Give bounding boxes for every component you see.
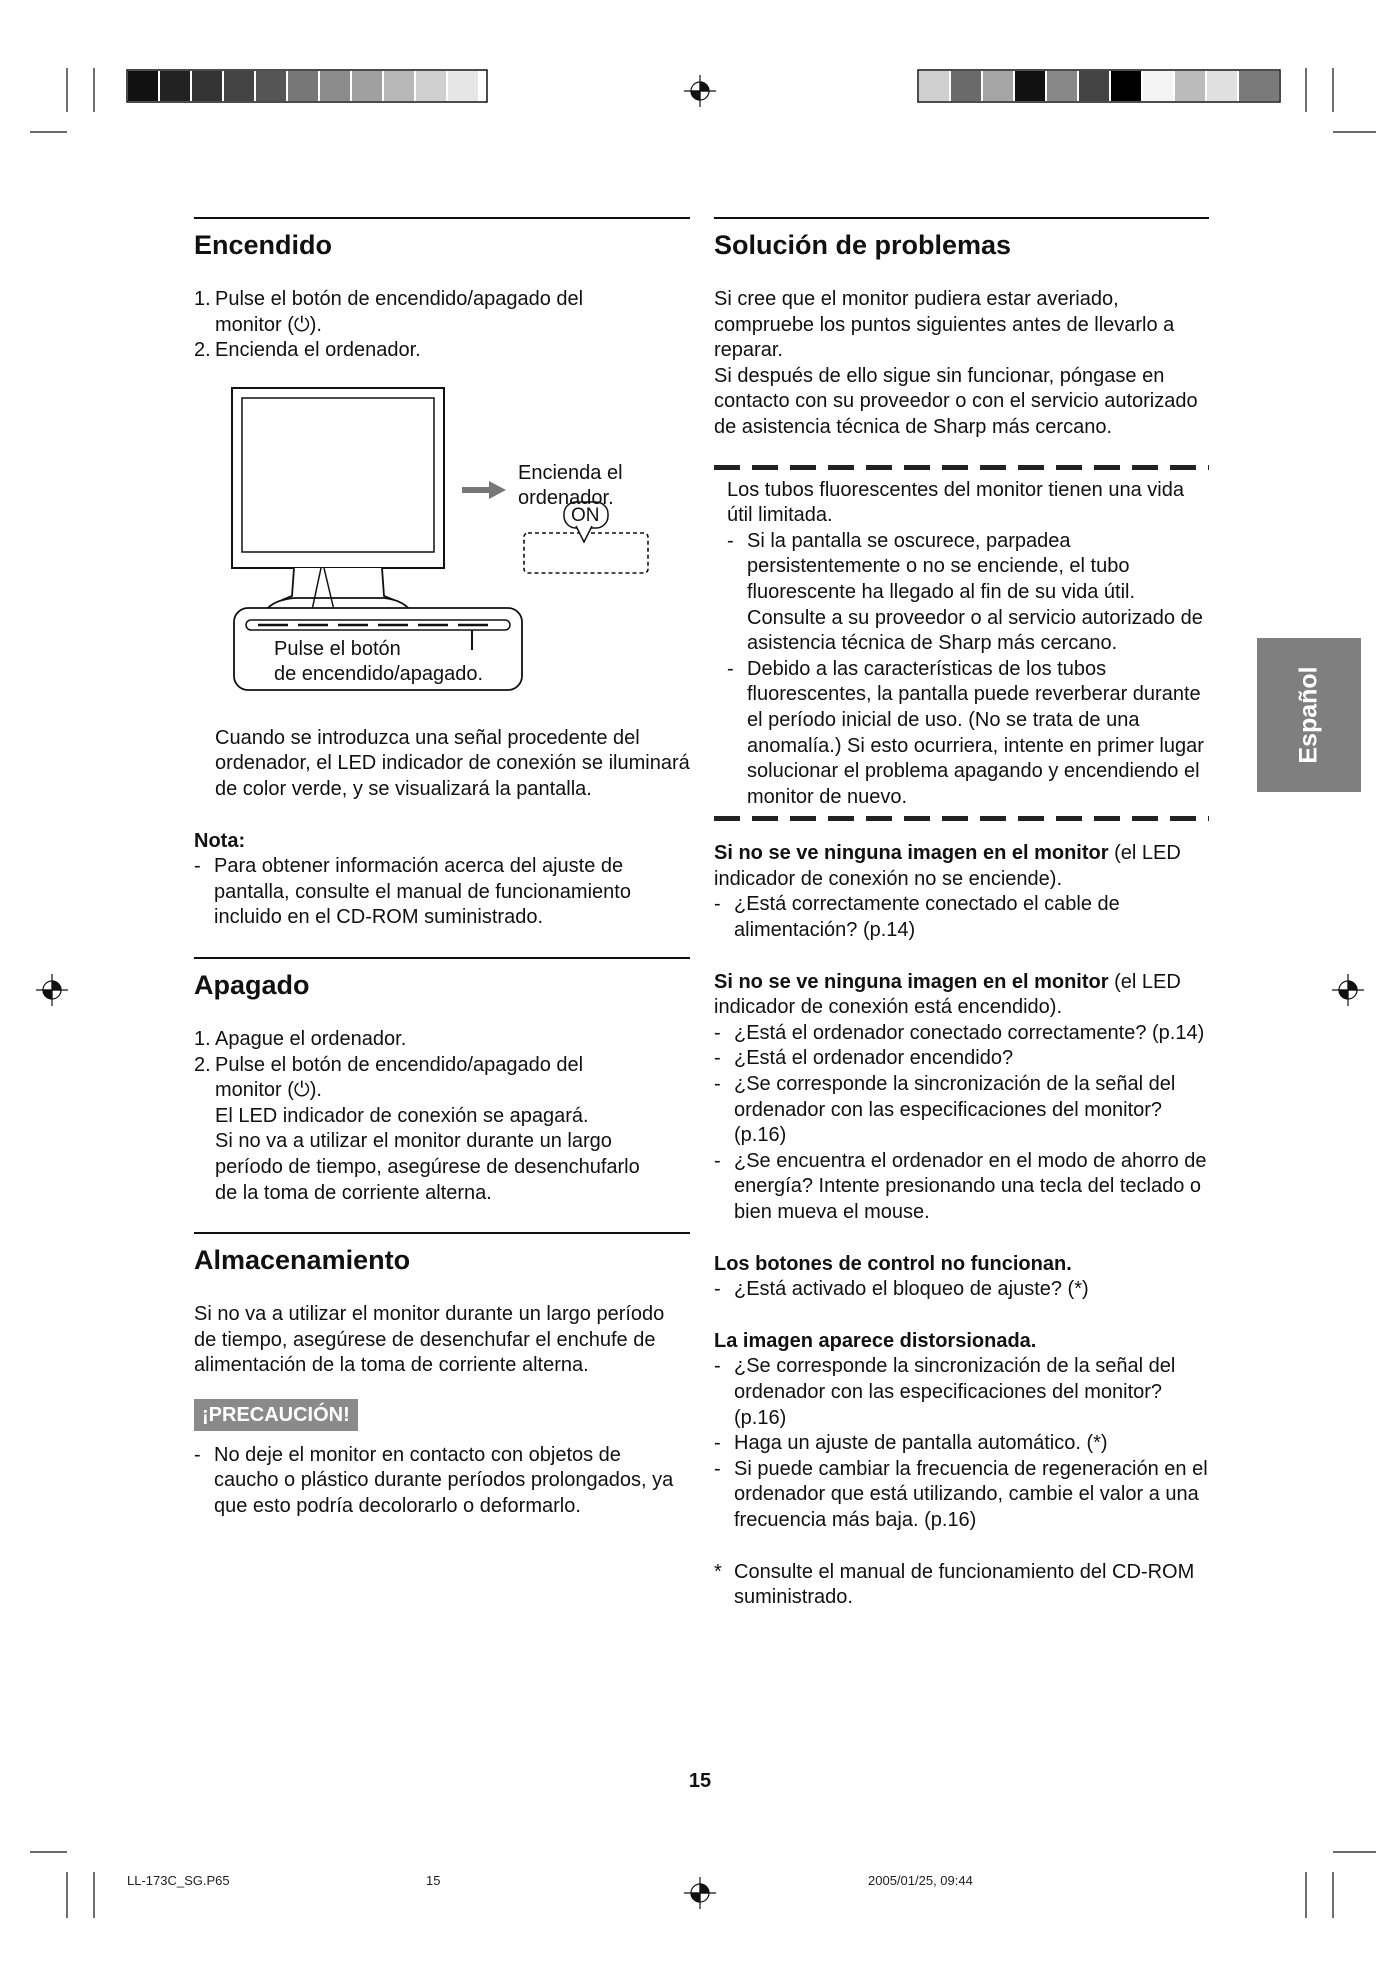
- registration-mark-bottom: [684, 1877, 716, 1909]
- figure-on-label: ON: [571, 504, 600, 526]
- problem-group: Si no se ve ninguna imagen en el monitor (el LED indicador de conexión está encendido). - ¿Está el ordenador conectado correctamente? (p.14) - ¿Está el ordenador encendido? - ¿Se corresponde la sincronización de la señal del ordenador con las especificaciones del monitor? (p.16) - ¿Se encuentra el ordenador en el modo de ahorro de energía? Intente presionando una tecla del teclado o bien mueva el mouse.: [714, 970, 1209, 1226]
- nota-list: [194, 854, 690, 931]
- list-item: 2. Encienda el ordenador.: [194, 339, 421, 362]
- list-item: 2. Pulse el botón de encendido/apagado del monitor (⏻). El LED indicador de conexión se apagará. Si no va a utilizar el monitor durante un largo período de tiempo, asegúrese de desenchufarlo de la toma de corriente alterna.: [194, 1053, 640, 1204]
- color-bar-left: [127, 70, 487, 102]
- problem-group: Los botones de control no funcionan. - ¿Está activado el bloqueo de ajuste? (*): [714, 1252, 1209, 1303]
- list-item: - ¿Está correctamente conectado el cable de alimentación? (p.14): [714, 893, 1120, 942]
- list-item: 1. Apague el ordenador.: [194, 1027, 407, 1050]
- problem-group: Si no se ve ninguna imagen en el monitor (el LED indicador de conexión no se enciende). - ¿Está correctamente conectado el cable de alimentación? (p.14): [714, 841, 1209, 943]
- intro-text: Si cree que el monitor pudiera estar averiado, compruebe los puntos siguientes antes de llevarlo a reparar.: [714, 288, 1175, 362]
- section-title-apagado: Apagado: [194, 969, 310, 1000]
- box-intro: Los tubos fluorescentes del monitor tienen una vida útil limitada.: [727, 478, 1184, 527]
- footer-page: 15: [426, 1873, 441, 1888]
- footnote: [714, 1560, 1209, 1611]
- registration-mark-top: [684, 75, 716, 107]
- encendido-steps: [194, 287, 690, 364]
- list-item: - Si puede cambiar la frecuencia de regeneración en el ordenador que está utilizando, cambie el valor a una frecuencia más baja. (p.16): [714, 1457, 1208, 1531]
- caution-badge: ¡PRECAUCIÓN!: [194, 1399, 358, 1431]
- box-list: [727, 529, 1209, 811]
- right-column: [714, 217, 1209, 1611]
- section-rule: [714, 217, 1209, 219]
- list-item: - ¿Se corresponde la sincronización de la señal del ordenador con las especificaciones del monitor? (p.16): [714, 1355, 1176, 1429]
- list-item: - ¿Está el ordenador conectado correctamente? (p.14): [714, 1021, 1205, 1044]
- left-column: [194, 217, 690, 1520]
- list-item: - ¿Está activado el bloqueo de ajuste? (*): [714, 1278, 1089, 1301]
- page-number: 15: [688, 1770, 712, 1792]
- list-item: 1. Pulse el botón de encendido/apagado del monitor (⏻).: [194, 288, 584, 336]
- footer-timestamp: 2005/01/25, 09:44: [868, 1873, 973, 1888]
- language-tab: Español: [1257, 638, 1361, 792]
- list-item: - Debido a las características de los tubos fluorescentes, la pantalla puede reverberar durante el período inicial de uso. (No se trata de una anomalía.) Si esto ocurriera, intente en primer lugar solucionar el problema apagando y encendiendo el monitor de nuevo.: [727, 657, 1204, 808]
- intro-text-2: Si después de ello sigue sin funcionar, póngase en contacto con su proveedor o con el servicio autorizado de asistencia técnica de Sharp más cercano.: [714, 364, 1198, 438]
- monitor-figure: [194, 378, 690, 718]
- caution-list: [194, 1443, 690, 1520]
- list-item: - ¿Se corresponde la sincronización de la señal del ordenador con las especificaciones del monitor? (p.16): [714, 1073, 1176, 1147]
- list-item: * Consulte el manual de funcionamiento del CD-ROM suministrado.: [714, 1560, 1195, 1609]
- section-title-solucion: Solución de problemas: [714, 230, 1012, 260]
- list-item: - Haga un ajuste de pantalla automático. (*): [714, 1432, 1108, 1455]
- list-item: - Para obtener información acerca del ajuste de pantalla, consulte el manual de funcionamiento incluido en el CD-ROM suministrado.: [194, 855, 631, 929]
- list-item: - Si la pantalla se oscurece, parpadea persistentemente o no se enciende, el tubo fluorescente ha llegado al fin de su vida útil. Consulte a su proveedor o al servicio autorizado de asistencia técnica de Sharp más cercano.: [727, 529, 1203, 655]
- section-title-encendido: Encendido: [194, 230, 333, 260]
- list-item: - ¿Está el ordenador encendido?: [714, 1047, 1014, 1070]
- section-rule: [194, 1232, 690, 1234]
- list-item: - ¿Se encuentra el ordenador en el modo de ahorro de energía? Intente presionando una tecla del teclado o bien mueva el mouse.: [714, 1149, 1207, 1223]
- registration-mark-left: [36, 974, 68, 1006]
- figure-label-button: Pulse el botón de encendido/apagado.: [274, 637, 484, 686]
- list-item: - No deje el monitor en contacto con objetos de caucho o plástico durante períodos prolongados, ya que esto podría decolorarlo o deformarlo.: [194, 1443, 674, 1518]
- led-text: Cuando se introduzca una señal procedente del ordenador, el LED indicador de conexión se iluminará de color verde, y se visualizará la pantalla.: [215, 726, 690, 800]
- section-rule: [194, 217, 690, 219]
- section-title-almacenamiento: Almacenamiento: [194, 1245, 411, 1276]
- fluorescent-note: [714, 470, 1209, 817]
- figure-label-computer: Encienda el ordenador.: [518, 461, 623, 510]
- problem-group: La imagen aparece distorsionada. - ¿Se corresponde la sincronización de la señal del ordenador con las especificaciones del monitor? (p.16) - Haga un ajuste de pantalla automático. (*) - Si puede cambiar la frecuencia de regeneración en el ordenador que está utilizando, cambie el valor a una frecuencia más baja. (p.16): [714, 1329, 1209, 1534]
- registration-mark-right: [1332, 974, 1364, 1006]
- footer-file: LL-173C_SG.P65: [127, 1873, 230, 1888]
- section-rule: [194, 957, 690, 959]
- almacenamiento-text: Si no va a utilizar el monitor durante un largo período de tiempo, asegúrese de desenchufar el enchufe de alimentación de la toma de corriente alterna.: [194, 1303, 665, 1377]
- nota-title: Nota:: [194, 829, 246, 852]
- color-bar-right: [918, 70, 1280, 102]
- apagado-steps: [194, 1027, 690, 1206]
